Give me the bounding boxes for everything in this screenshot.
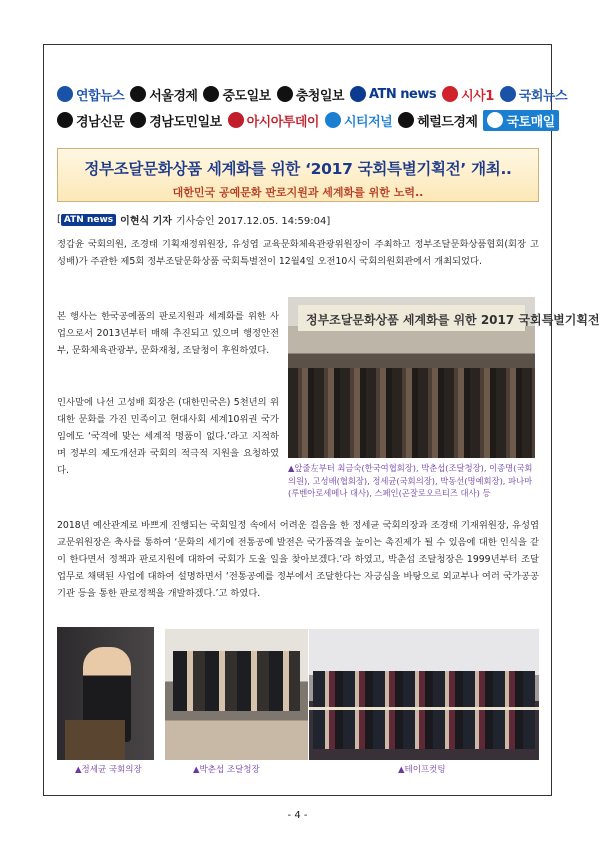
podium: [65, 720, 125, 760]
photo-caption-1: ▲정세균 국회의장: [75, 765, 142, 775]
media-logos: [57, 83, 567, 135]
logo-mark-icon: [277, 86, 293, 102]
media-logo: [398, 111, 477, 130]
logo-mark-icon: [203, 86, 219, 102]
headline-title: 정부조달문화상품 세계화를 위한 ‘2017 국회특별기획전’ 개최..: [84, 160, 512, 178]
media-logo: [325, 111, 392, 130]
page-number: - 4 -: [287, 810, 308, 821]
headline-subtitle: 대한민국 공예문화 판로지원과 세계화를 위한 노력..: [172, 186, 424, 199]
paragraph-1: 정갑윤 국회의원, 조경태 기획재정위원장, 유성엽 교육문화체육관광위원장이 주최하고 정부조달문화상품협회(회장 고성배)가 주관한 제5회 정부조달문화상품 국회특별전이 12월4일 오전10시 국회의원회관에서 개최되었다.: [57, 239, 539, 267]
logo-mark-icon: [325, 112, 341, 128]
event-sign: 정부조달문화상품 세계화를 위한 2017 국회특별기획전: [298, 305, 525, 331]
paragraph-4: 2018년 예산관계로 바쁘게 진행되는 국회일정 속에서 어려운 걸음을 한 정세균 국회의장과 조경태 기재위원장, 유성엽 교문위원장은 축사를 통하여 ‘문화의 세기에 전통공예 발전은 국가품격을 높이는 촉진제가 될 수 있음에 대한 인식을 같이 한다면서 정책과 판로지원에 대하여 국회가 도울 일을 찾아보겠다.’라 하였고, 박춘섭 조달청장은 1999년부터 조달업무로 채택된 사업에 대하여 설명하면서 ‘전통공예를 정부에서 조달한다는 자긍심을 바탕으로 외교부나 여러 국가공공기관 등을 통한 판로정책을 개발하겠다.’고 하였다.: [57, 520, 539, 599]
logo-mark-icon: [350, 86, 366, 102]
logo-mark-icon: [398, 112, 414, 128]
media-logo: [277, 85, 344, 104]
logo-text: 시티저널: [343, 114, 393, 130]
photo-caption-3: ▲테이프컷팅: [398, 765, 446, 775]
byline: [57, 212, 330, 227]
media-logo: [350, 86, 436, 102]
logo-text: 국토매일: [506, 114, 555, 130]
logo-text: 경남도민일보: [149, 114, 222, 130]
paragraph-2: 본 행사는 한국공예품의 판로지원과 세계화를 위한 사업으로서 2013년부터 매해 추진되고 있으며 행정안전부, 문화체육관광부, 문화재청, 조달청이 후원하였다.: [57, 311, 279, 356]
ribbon-cutters: [313, 671, 535, 749]
logo-mark-icon: [487, 112, 503, 128]
logo-text: 중도일보: [222, 88, 271, 104]
ribbon-cutting-photo: [309, 629, 539, 760]
logo-text: 아시아투데이: [246, 114, 319, 130]
logo-text: 헤럴드경제: [417, 114, 478, 130]
ribbon: [309, 707, 539, 710]
speaker-photo: [57, 627, 154, 760]
logo-mark-icon: [130, 112, 146, 128]
media-logo: [57, 85, 124, 104]
logo-mark-icon: [130, 86, 146, 102]
outlet-logo: ATN news: [61, 214, 116, 226]
logo-text: 시사1: [461, 88, 494, 104]
exhibit-photo: [165, 629, 308, 760]
bracket: [: [57, 214, 61, 225]
logo-row-2: [57, 109, 555, 131]
paragraph-3: 인사말에 나선 고성배 회장은 (대한민국은) 5천년의 위대한 문화를 가진 민족이고 현대사회 세계10위권 국가임에도 ‘국격에 맞는 세계적 명품이 없다.’라고 지적하며 정부의 제도개선과 국회의 적극적 지원을 요청하였다.: [57, 397, 279, 476]
logo-mark-icon: [57, 86, 73, 102]
logo-text: 충청일보: [295, 88, 344, 104]
media-logo: [442, 85, 494, 104]
logo-row-1: [57, 83, 567, 105]
logo-text: 경남신문: [76, 114, 125, 130]
group-photo: [288, 297, 600, 458]
visitors: [173, 651, 300, 711]
seated-guests: [288, 368, 535, 458]
media-logo: [130, 85, 197, 104]
logo-mark-icon: [442, 86, 458, 102]
logo-text: 국회뉴스: [518, 88, 567, 104]
group-photo-caption: ▲앞줄左부터 최금숙(한국여협회장), 박춘섭(조달청장), 이종명(국회의원), 고성배(협회장), 정세균(국회의장), 박동선(명예회장), 파나마(루벤아로세메나 대사), 스페인(곤잘로오르티즈 대사) 등: [288, 463, 533, 498]
logo-mark-icon: [500, 86, 516, 102]
media-logo: [483, 110, 558, 131]
media-logo: [500, 85, 567, 104]
logo-text: 서울경제: [149, 88, 198, 104]
media-logo: [57, 111, 124, 130]
logo-text: ATN news: [368, 86, 437, 102]
media-logo: [228, 111, 319, 130]
logo-mark-icon: [228, 112, 244, 128]
headline-banner: [57, 148, 539, 202]
media-logo: [130, 111, 221, 130]
photo-caption-2: ▲박춘섭 조달청장: [193, 765, 260, 775]
reporter-name: 이현식 기자: [120, 216, 172, 227]
logo-text: 연합뉴스: [76, 88, 125, 104]
approval-time: 기사승인 2017.12.05. 14:59:04]: [175, 216, 331, 227]
logo-mark-icon: [57, 112, 73, 128]
media-logo: [203, 85, 270, 104]
